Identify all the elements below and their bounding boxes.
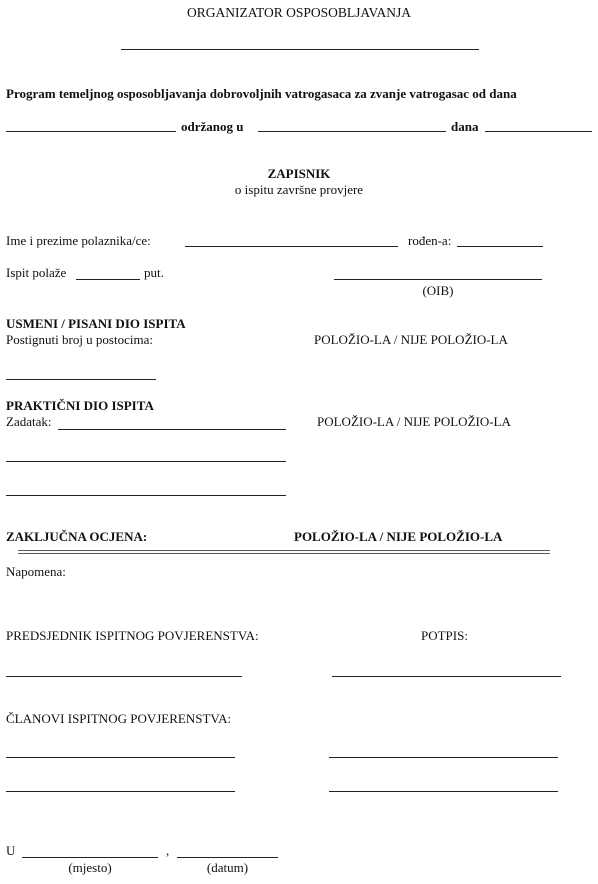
practical-task-label: Zadatak: [6,414,52,429]
oral-result-options: POLOŽIO-LA / NIJE POLOŽIO-LA [314,332,508,347]
organizer-heading: ORGANIZATOR OSPOSOBLJAVANJA [187,5,411,20]
date-label: (datum) [206,860,249,875]
date-line[interactable] [177,857,278,858]
organizer-name-line[interactable] [121,49,479,50]
oral-section-title: USMENI / PISANI DIO ISPITA [6,316,186,331]
zapisnik-subtitle: o ispitu završne provjere [234,182,364,197]
oral-score-line[interactable] [6,379,156,380]
president-label: PREDSJEDNIK ISPITNOG POVJERENSTVA: [6,628,259,643]
attempt-label: Ispit polaže [6,265,67,280]
final-result-options: POLOŽIO-LA / NIJE POLOŽIO-LA [294,529,503,544]
day-label: dana [451,119,479,134]
president-name-line[interactable] [6,676,242,677]
final-grade-title: ZAKLJUČNA OCJENA: [6,529,148,544]
program-title: Program temeljnog osposobljavanja dobrovoljnih vatrogasaca za zvanje vatrogasac od dana [6,86,517,101]
practical-task-line-2[interactable] [6,461,286,462]
member-2-name-line[interactable] [6,791,235,792]
program-date-line[interactable] [6,131,176,132]
members-label: ČLANOVI ISPITNOG POVJERENSTVA: [6,711,232,726]
practical-task-line-1[interactable] [58,429,286,430]
candidate-name-line[interactable] [185,246,398,247]
oib-line[interactable] [334,279,542,280]
oral-score-label: Postignuti broj u postocima: [6,332,153,347]
place-label: (mjesto) [68,860,112,875]
practical-section-title: PRAKTIČNI DIO ISPITA [6,398,154,413]
attempt-suffix: put. [144,265,164,280]
place-prefix: U [6,843,16,858]
practical-task-line-3[interactable] [6,495,286,496]
signature-label: POTPIS: [421,628,468,643]
candidate-name-label: Ime i prezime polaznika/ce: [6,233,151,248]
attempt-count-line[interactable] [76,279,140,280]
double-divider [18,550,550,554]
member-2-signature-line[interactable] [329,791,558,792]
place-date-comma: , [166,843,170,858]
oib-label: (OIB) [422,283,454,298]
born-label: rođen-a: [408,233,452,248]
member-1-signature-line[interactable] [329,757,558,758]
born-line[interactable] [457,246,543,247]
member-1-name-line[interactable] [6,757,235,758]
practical-result-options: POLOŽIO-LA / NIJE POLOŽIO-LA [317,414,511,429]
held-in-label: održanog u [181,119,244,134]
zapisnik-title: ZAPISNIK [267,166,331,181]
place-line[interactable] [22,857,158,858]
note-label: Napomena: [6,564,66,579]
day-line[interactable] [485,131,592,132]
president-signature-line[interactable] [332,676,561,677]
held-in-place-line[interactable] [258,131,446,132]
